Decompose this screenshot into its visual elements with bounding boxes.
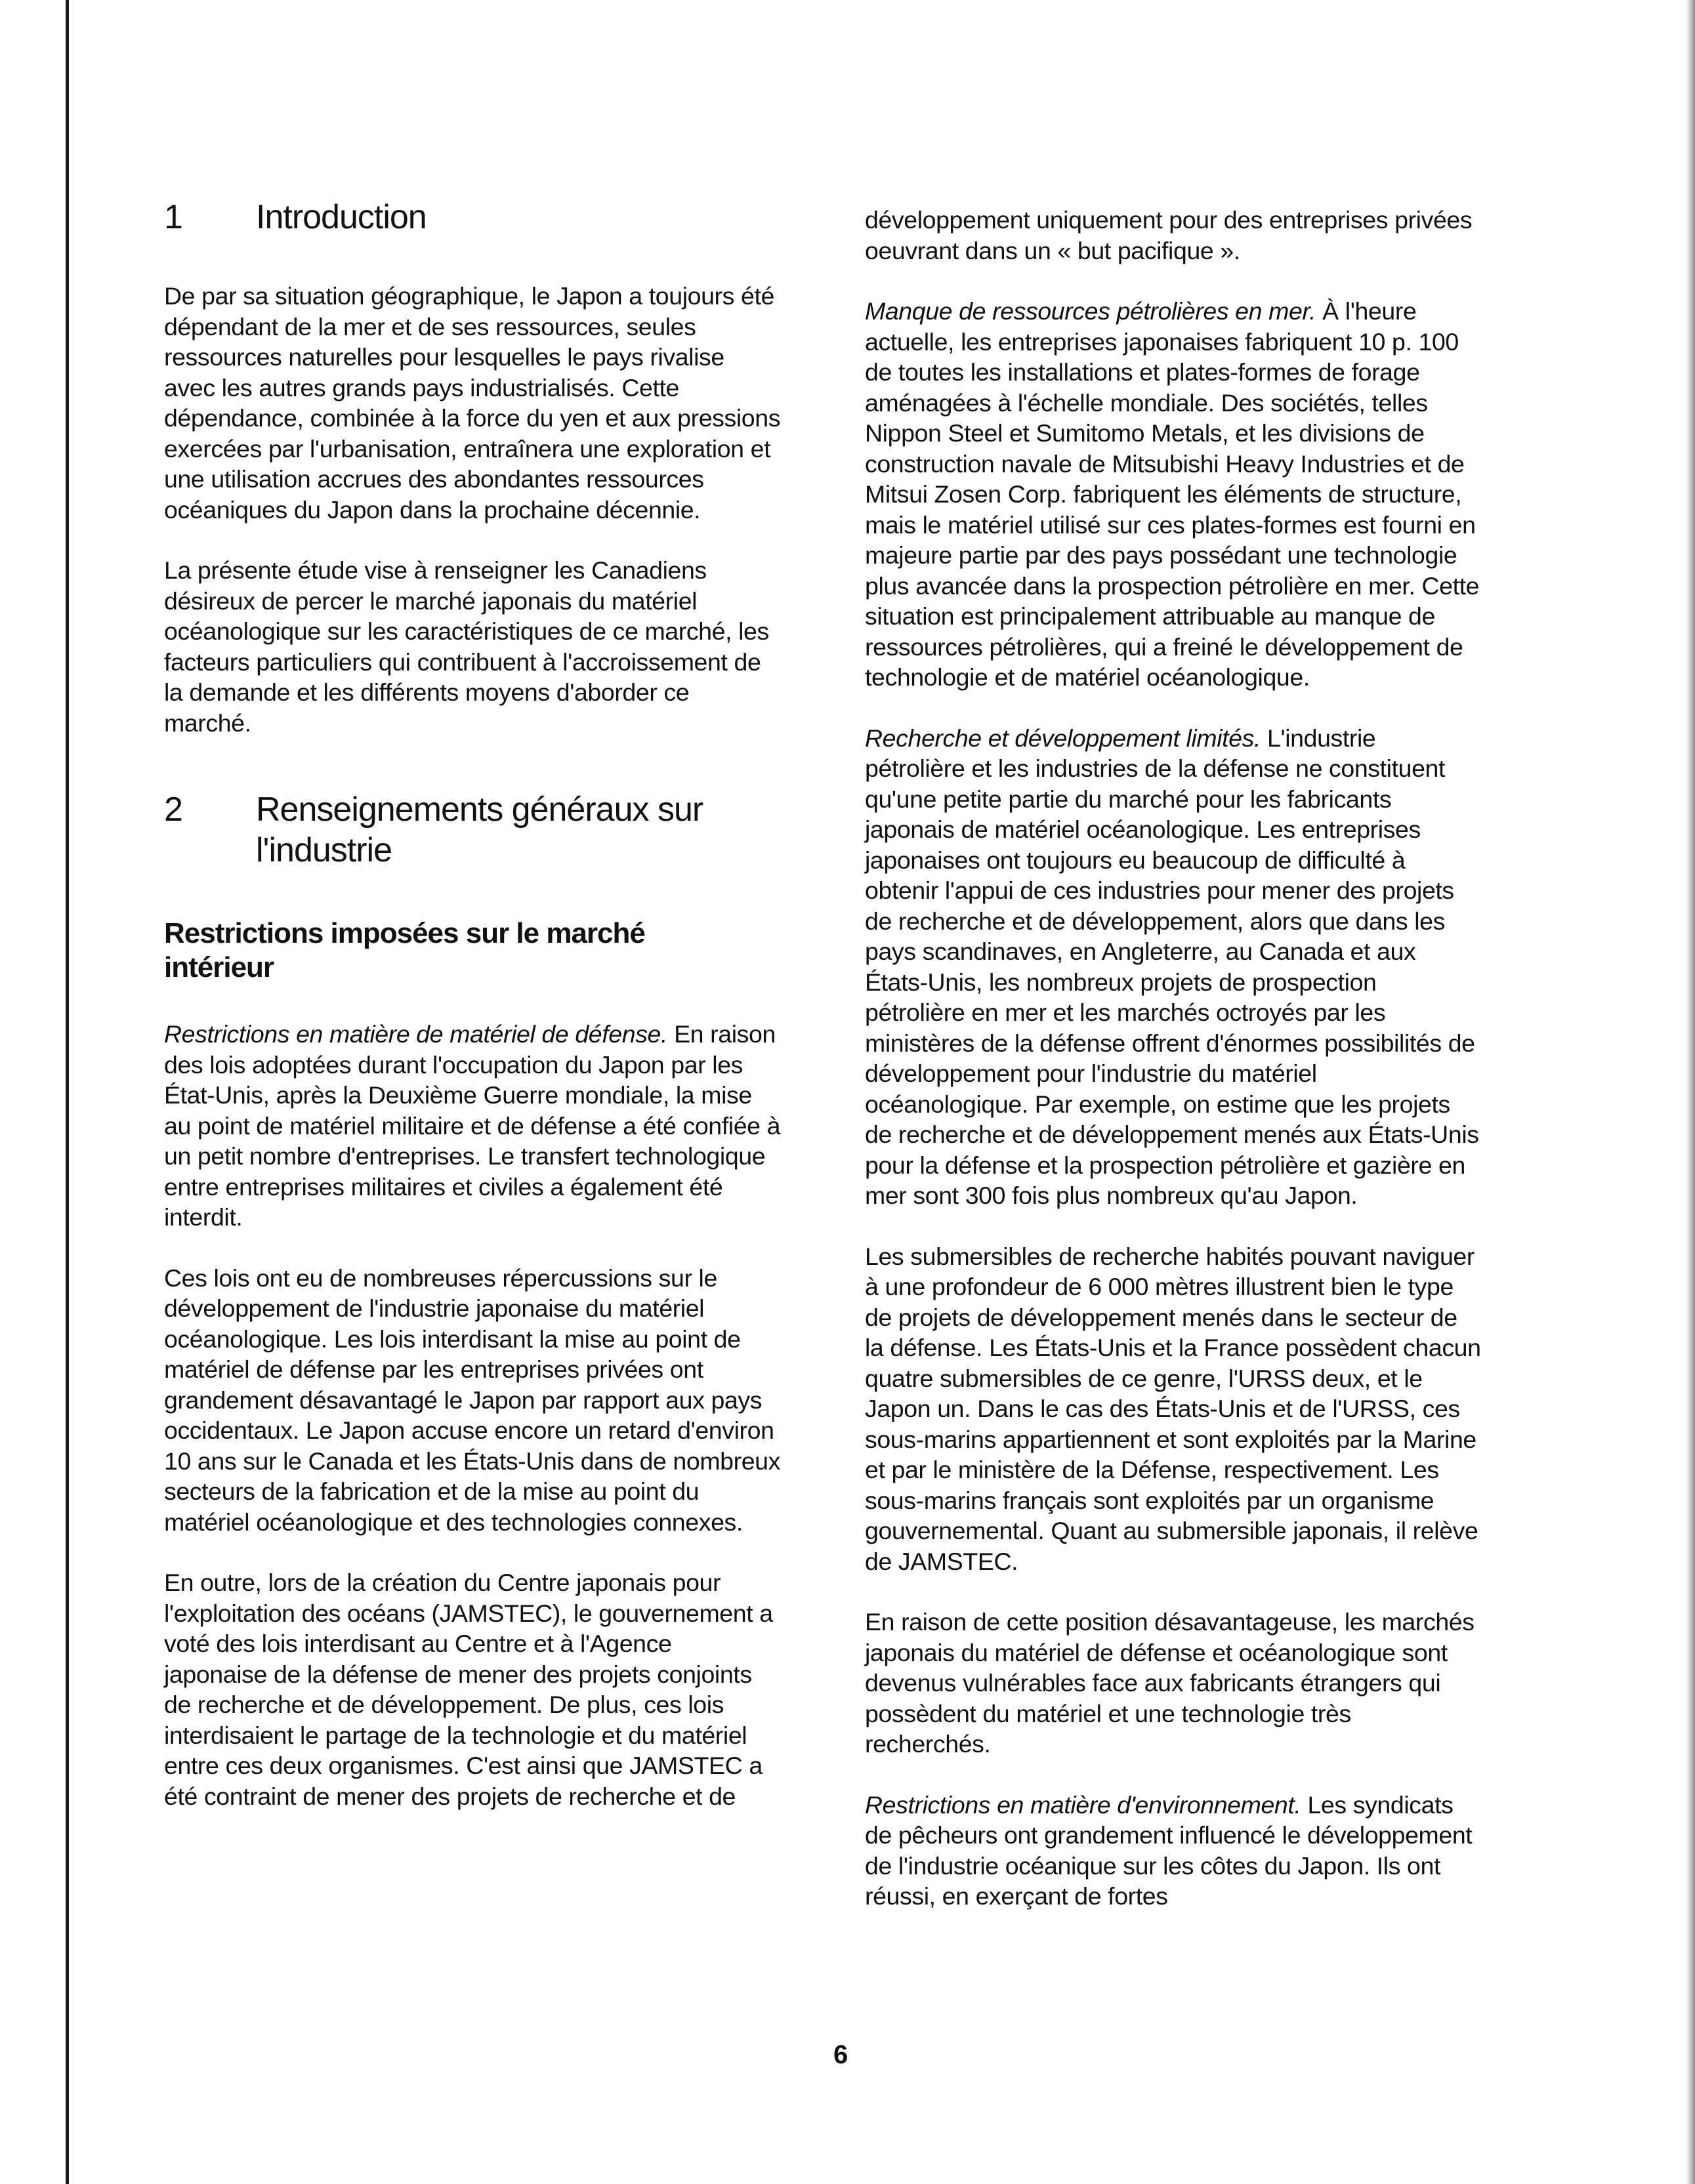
recherche-text: L'industrie pétrolière et les industries de la défense ne constituent qu'une petite partie du marché pour les fabricants japonais de matériel océanologique. Les entreprises japonaises ont toujours eu beaucoup de difficulté à obtenir l'appui de ces industries pour mener des projets de recherche et de développement, alors que dans les pays scandinaves, en Angleterre, au Canada et aux États-Unis, les nombreux projets de prospection pétrolière en mer et les marchés octroyés par les ministères de la défense offrent d'énormes possibilités de développement pour l'industrie du matériel océanologique. Par exemple, on estime que les projets de recherche et de développement menés aux États-Unis pour la défense et la prospection pétrolière et gazière en mer sont 300 fois plus nombreux qu'au Japon. <box>865 724 1479 1209</box>
recherche-lead: Recherche et développement limités. <box>865 724 1261 752</box>
section-2-number: 2 <box>164 791 182 829</box>
section-2-heading <box>164 789 781 871</box>
petrole-text: À l'heure actuelle, les entreprises japonaises fabriquent 10 p. 100 de toutes les installations et plates-formes de forage aménagées à l'échelle mondiale. Des sociétés, telles Nippon Steel et Sumitomo Metals, et les divisions de construction navale de Mitsubishi Heavy Industries et de Mitsui Zosen Corp. fabriquent les éléments de structure, mais le matériel utilisé sur ces plates-formes est fourni en majeure partie par des pays possédant une technologie plus avancée dans la prospection pétrolière en mer. Cette situation est principalement attribuable au manque de ressources pétrolières, qui a freiné le développement de technologie et de matériel océanologique. <box>865 297 1480 691</box>
submersibles-paragraph: Les submersibles de recherche habités pouvant naviguer à une profondeur de 6 000 mètres illustrent bien le type de projets de développement menés dans le secteur de la défense. Les États-Unis et la France possèdent chacun quatre submersibles de ce genre, l'URSS deux, et le Japon un. Dans le cas des États-Unis et de l'URSS, ces sous-marins appartiennent et sont exploités par la Marine et par le ministère de la Défense, respectivement. Les sous-marins français sont exploités par un organisme gouvernemental. Quant au submersible japonais, il relève de JAMSTEC. <box>865 1242 1481 1575</box>
scan-left-edge <box>66 0 69 2184</box>
continued-paragraph: développement uniquement pour des entreprises privées oeuvrant dans un « but pacifique ». <box>865 206 1473 264</box>
intro-paragraph-2: La présente étude vise à renseigner les Canadiens désireux de percer le marché japonais du matériel océanologique sur les caractéristiques de ce marché, les facteurs particuliers qui contribuent à l'accroissement de la demande et les différents moyens d'aborder ce marché. <box>164 556 769 737</box>
petrole-lead: Manque de ressources pétrolières en mer. <box>865 297 1316 325</box>
section-1-number: 1 <box>164 198 182 236</box>
environnement-text: Les syndicats de pêcheurs ont grandement influencé le développement de l'industrie océanique sur les côtes du Japon. Ils ont réussi, en exerçant de fortes <box>865 1790 1473 1910</box>
scan-right-edge <box>1686 0 1695 2184</box>
subsection-heading: Restrictions imposées sur le marché intérieur <box>164 917 645 983</box>
section-2-title: Renseignements généraux sur l'industrie <box>256 791 703 869</box>
recherche-paragraph <box>865 723 1482 1211</box>
left-column <box>164 197 781 1811</box>
section-1-heading <box>164 197 781 237</box>
lois-paragraph: Ces lois ont eu de nombreuses répercussions sur le développement de l'industrie japonaise du matériel océanologique. Les lois interdisant la mise au point de matériel de défense par les entreprises privées ont grandement désavantagé le Japon par rapport aux pays occidentaux. Le Japon accuse encore un retard d'environ 10 ans sur le Canada et les États-Unis dans de nombreux secteurs de la fabrication et de la mise au point du matériel océanologique et des technologies connexes. <box>164 1264 780 1536</box>
defense-lead: Restrictions en matière de matériel de défense. <box>164 1020 668 1048</box>
section-1-title: Introduction <box>256 198 427 236</box>
defense-paragraph <box>164 1019 781 1233</box>
defense-text: En raison des lois adoptées durant l'occupation du Japon par les État-Unis, après la Deuxième Guerre mondiale, la mise au point de matériel militaire et de défense a été confiée à un petit nombre d'entreprises. Le transfert technologique entre entreprises militaires et civiles a également été interdit. <box>164 1020 781 1231</box>
right-column <box>865 205 1482 1912</box>
intro-paragraph-1: De par sa situation géographique, le Japon a toujours été dépendant de la mer et de ses ressources, seules ressources naturelles pour lesquelles le pays rivalise avec les autres grands pays industrialisés. Cette dépendance, combinée à la force du yen et aux pressions exercées par l'urbanisation, entraînera une exploration et une utilisation accrues des abondantes ressources océaniques du Japon dans la prochaine décennie. <box>164 282 781 524</box>
page-number: 6 <box>833 2040 848 2069</box>
jamstec-paragraph: En outre, lors de la création du Centre japonais pour l'exploitation des océans (JAMSTEC), le gouvernement a voté des lois interdisant au Centre et à l'Agence japonaise de la défense de mener des projets conjoints de recherche et de développement. De plus, ces lois interdisaient le partage de la technologie et du matériel entre ces deux organismes. C'est ainsi que JAMSTEC a été contraint de mener des projets de recherche et de <box>164 1569 773 1810</box>
petrole-paragraph <box>865 296 1482 693</box>
environnement-paragraph <box>865 1790 1482 1912</box>
position-paragraph: En raison de cette position désavantageuse, les marchés japonais du matériel de défense et océanologique sont devenus vulnérables face aux fabricants étrangers qui possèdent du matériel et une technologie très recherchés. <box>865 1608 1475 1758</box>
environnement-lead: Restrictions en matière d'environnement. <box>865 1790 1301 1819</box>
